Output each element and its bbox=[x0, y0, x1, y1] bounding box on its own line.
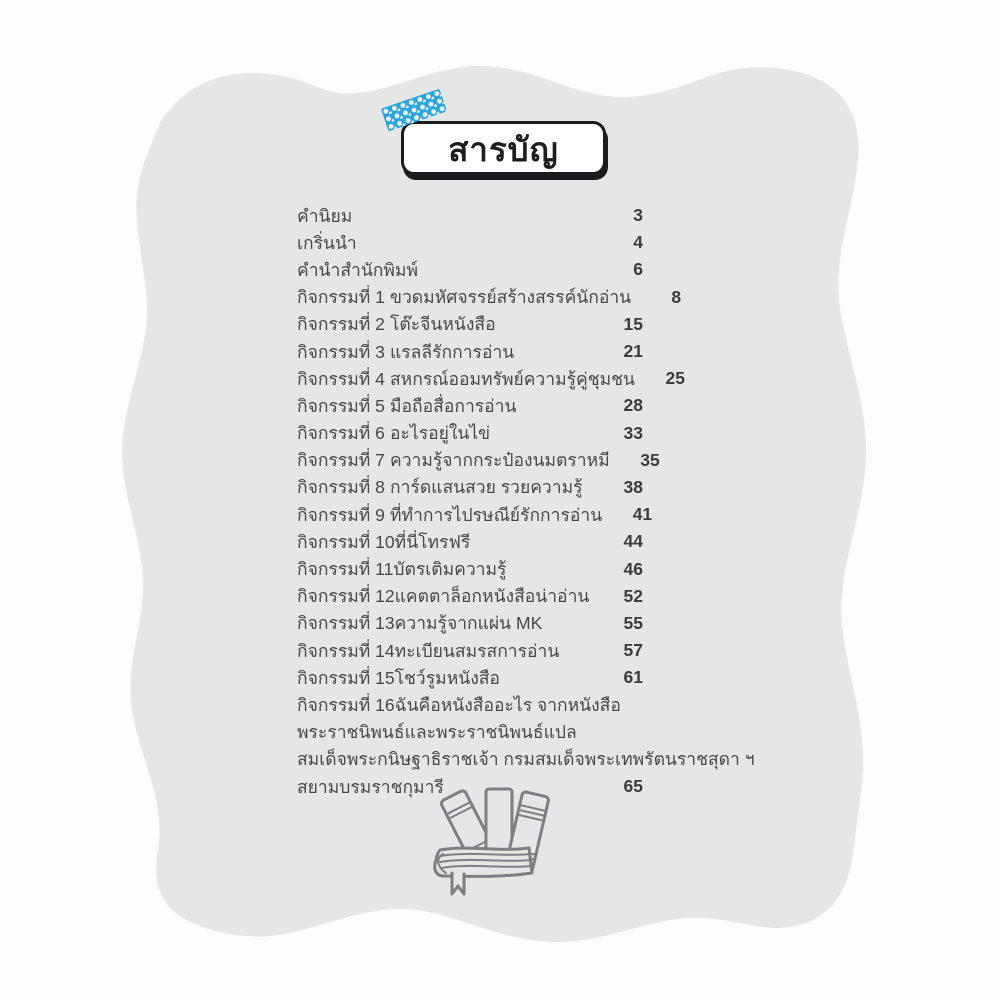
toc-item-title: บัตรเติมความรู้ bbox=[393, 559, 507, 580]
toc-item-prefix: กิจกรรมที่ 13 bbox=[297, 613, 395, 634]
toc-item-prefix: กิจกรรมที่ 10 bbox=[297, 531, 395, 552]
toc-row bbox=[297, 610, 643, 637]
toc-item-page: 8 bbox=[671, 286, 682, 307]
toc-row bbox=[297, 392, 643, 419]
toc-item-page: 3 bbox=[633, 205, 643, 226]
toc-item-title: เกริ่นนำ bbox=[297, 232, 357, 253]
toc-item-title: ความรู้จากกระป๋องนมตราหมี bbox=[390, 450, 610, 471]
toc-item-page: 33 bbox=[623, 422, 643, 443]
toc-item-page: 61 bbox=[623, 667, 643, 688]
toc-item-prefix: กิจกรรมที่ 2 bbox=[297, 314, 385, 335]
toc-row bbox=[297, 447, 660, 474]
toc-row bbox=[297, 474, 643, 501]
toc-row bbox=[297, 311, 643, 338]
toc-row bbox=[297, 528, 643, 555]
toc-item-title: โต๊ะจีนหนังสือ bbox=[390, 314, 496, 335]
toc-item-prefix: กิจกรรมที่ 5 bbox=[297, 395, 385, 416]
toc-item-page: 28 bbox=[623, 395, 643, 416]
page-title: สารบัญ bbox=[448, 130, 559, 168]
toc-item-title: คำนิยม bbox=[297, 205, 353, 226]
toc-item-title: แรลลีรักการอ่าน bbox=[390, 341, 515, 362]
toc-row bbox=[297, 420, 643, 447]
toc-item-page: 46 bbox=[623, 558, 643, 579]
toc-list bbox=[297, 202, 755, 800]
toc-item-title: แคตตาล็อกหนังสือน่าอ่าน bbox=[394, 586, 590, 607]
toc-row bbox=[297, 284, 682, 311]
toc-item-prefix: กิจกรรมที่ 1 bbox=[297, 287, 385, 308]
toc-item-prefix: กิจกรรมที่ 6 bbox=[297, 423, 385, 444]
toc-item-title: ความรู้จากแผ่น MK bbox=[394, 613, 543, 634]
toc-row bbox=[297, 637, 643, 664]
toc-row bbox=[297, 719, 643, 746]
toc-item-page: 35 bbox=[640, 449, 660, 470]
toc-item-prefix: กิจกรรมที่ 4 bbox=[297, 368, 385, 389]
toc-row bbox=[297, 583, 643, 610]
toc-item-title: สยามบรมราชกุมารี bbox=[297, 776, 444, 797]
toc-item-title: ที่ทำการไปรษณีย์รักการอ่าน bbox=[390, 504, 603, 525]
toc-item-page: 4 bbox=[633, 232, 643, 253]
toc-item-title: มือถือสื่อการอ่าน bbox=[390, 395, 517, 416]
toc-item-page: 41 bbox=[632, 504, 653, 525]
toc-item-prefix: กิจกรรมที่ 9 bbox=[297, 504, 385, 525]
toc-row bbox=[297, 202, 643, 229]
toc-item-prefix: กิจกรรมที่ 8 bbox=[297, 477, 385, 498]
toc-title-box bbox=[401, 121, 606, 175]
toc-item-prefix: กิจกรรมที่ 14 bbox=[297, 640, 395, 661]
toc-item-page: 38 bbox=[623, 476, 643, 497]
toc-item-page: 15 bbox=[623, 313, 643, 334]
toc-item-prefix: กิจกรรมที่ 11 bbox=[297, 559, 394, 580]
toc-item-title: อะไรอยู่ในไข่ bbox=[390, 423, 491, 444]
toc-item-title: การ์ดแสนสวย รวยความรู้ bbox=[390, 477, 583, 498]
toc-item-title: สหกรณ์ออมทรัพย์ความรู้คู่ชุมชน bbox=[390, 368, 635, 389]
toc-item-page: 25 bbox=[665, 368, 685, 389]
toc-row bbox=[297, 338, 643, 365]
toc-row bbox=[297, 256, 643, 283]
toc-item-page: 44 bbox=[623, 531, 643, 552]
toc-row bbox=[297, 229, 643, 256]
toc-item-prefix: กิจกรรมที่ 15 bbox=[297, 667, 395, 688]
bookmark-ribbon bbox=[452, 873, 464, 894]
toc-item-page: 52 bbox=[623, 585, 643, 606]
toc-row bbox=[297, 365, 685, 392]
toc-item-prefix: กิจกรรมที่ 3 bbox=[297, 341, 385, 362]
toc-item-page: 6 bbox=[633, 259, 643, 280]
toc-item-prefix: กิจกรรมที่ 7 bbox=[297, 450, 385, 471]
toc-item-title: ทะเบียนสมรสการอ่าน bbox=[394, 640, 560, 661]
toc-item-title: คำนำสำนักพิมพ์ bbox=[297, 259, 418, 280]
toc-item-title: ที่นี่โทรฟรี bbox=[394, 531, 471, 552]
toc-item-page: 55 bbox=[623, 612, 643, 633]
toc-row bbox=[297, 664, 643, 691]
toc-item-title: สมเด็จพระกนิษฐาธิราชเจ้า กรมสมเด็จพระเทพรัตนราชสุดา ฯ bbox=[297, 749, 755, 770]
toc-item-prefix: กิจกรรมที่ 12 bbox=[297, 586, 395, 607]
toc-row bbox=[297, 555, 643, 582]
toc-item-page: 21 bbox=[623, 341, 643, 362]
toc-item-page: 65 bbox=[623, 776, 643, 797]
toc-item-prefix: กิจกรรมที่ 16 bbox=[297, 694, 395, 715]
toc-item-title: พระราชนิพนธ์และพระราชนิพนธ์แปล bbox=[297, 722, 577, 743]
book-bottom bbox=[435, 848, 532, 876]
books-stack-illustration bbox=[428, 786, 578, 906]
toc-item-title: ขวดมหัศจรรย์สร้างสรรค์นักอ่าน bbox=[390, 287, 632, 308]
toc-item-title: ฉันคือหนังสืออะไร จากหนังสือ bbox=[394, 694, 621, 715]
toc-item-title: โชว์รูมหนังสือ bbox=[394, 667, 500, 688]
toc-row bbox=[297, 691, 643, 718]
toc-row bbox=[297, 746, 755, 773]
toc-row bbox=[297, 501, 653, 528]
toc-item-page: 57 bbox=[623, 640, 643, 661]
